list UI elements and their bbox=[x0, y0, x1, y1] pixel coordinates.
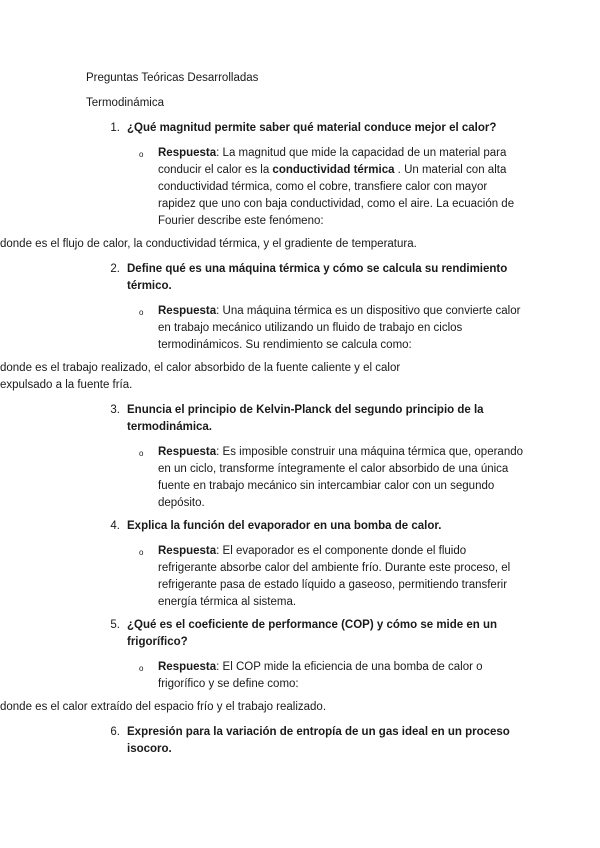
question-text: Define qué es una máquina térmica y cómo se calcula su rendimiento térmico. bbox=[127, 263, 508, 292]
answer-1 bbox=[86, 145, 526, 230]
answer-body-post: . Un material con alta conductividad térmica, como el cobre, transfiere calor con mayor rapidez que uno con baja conductividad, como el aire. La ecuación de Fourier describe este fenómeno: bbox=[158, 164, 515, 227]
question-number: 5. bbox=[110, 619, 120, 631]
answer-body: : El evaporador es el componente donde el fluido refrigerante absorbe calor del ambiente frío. Durante este proceso, el refrigerante pasa de estado líquido a gaseoso, permitiendo transferir energía térmica al sistema. bbox=[158, 545, 511, 608]
answer-label: Respuesta bbox=[158, 147, 217, 159]
answer-text bbox=[158, 303, 526, 354]
bullet-icon: o bbox=[139, 308, 144, 317]
answer-note-1: donde es el flujo de calor, la conductividad térmica, y el gradiente de temperatura. bbox=[0, 238, 417, 250]
answer-5 bbox=[86, 659, 526, 693]
answer-body: : El COP mide la eficiencia de una bomba de calor o frigorífico y se define como: bbox=[158, 661, 483, 690]
answer-note-5: donde es el calor extraído del espacio frío y el trabajo realizado. bbox=[0, 701, 327, 713]
answer-text bbox=[158, 444, 526, 512]
answer-3 bbox=[86, 444, 526, 512]
section-heading: Termodinámica bbox=[86, 97, 164, 109]
question-4 bbox=[86, 518, 526, 535]
question-number: 2. bbox=[110, 263, 120, 275]
question-number: 3. bbox=[110, 404, 120, 416]
question-number: 1. bbox=[110, 122, 120, 134]
question-text: ¿Qué es el coeficiente de performance (COP) y cómo se mide en un frigorífico? bbox=[127, 619, 498, 648]
answer-body-strong: conductividad térmica bbox=[272, 164, 395, 176]
answer-body: : Una máquina térmica es un dispositivo que convierte calor en trabajo mecánico utilizando un fluido de trabajo en ciclos termodinámicos. Su rendimiento se calcula como: bbox=[158, 305, 521, 351]
answer-4 bbox=[86, 543, 526, 611]
answer-text bbox=[158, 145, 526, 230]
answer-label: Respuesta bbox=[158, 545, 217, 557]
answer-note-2: donde es el trabajo realizado, el calor absorbido de la fuente caliente y el calor expulsado a la fuente fría. bbox=[0, 362, 401, 391]
document-title: Preguntas Teóricas Desarrolladas bbox=[86, 72, 259, 84]
question-text: ¿Qué magnitud permite saber qué material conduce mejor el calor? bbox=[127, 122, 497, 134]
question-number: 6. bbox=[110, 726, 120, 738]
question-text: Explica la función del evaporador en una bomba de calor. bbox=[127, 520, 442, 532]
question-2 bbox=[86, 261, 526, 295]
document-page bbox=[0, 70, 526, 764]
answer-label: Respuesta bbox=[158, 661, 217, 673]
question-number: 4. bbox=[110, 520, 120, 532]
question-text: Expresión para la variación de entropía de un gas ideal en un proceso isocoro. bbox=[127, 726, 510, 755]
bullet-icon: o bbox=[139, 664, 144, 673]
answer-label: Respuesta bbox=[158, 446, 217, 458]
question-3 bbox=[86, 402, 526, 436]
bullet-icon: o bbox=[139, 449, 144, 458]
question-text: Enuncia el principio de Kelvin-Planck del segundo principio de la termodinámica. bbox=[127, 404, 484, 433]
answer-2 bbox=[86, 303, 526, 354]
answer-text bbox=[158, 543, 526, 611]
bullet-icon: o bbox=[139, 548, 144, 557]
bullet-icon: o bbox=[139, 150, 144, 159]
answer-text bbox=[158, 659, 526, 693]
question-1 bbox=[86, 120, 526, 137]
answer-body: : Es imposible construir una máquina térmica que, operando en un ciclo, transforme íntegramente el calor absorbido de una única fuente en trabajo mecánico sin intercambiar calor con un segundo depósito. bbox=[158, 446, 524, 509]
question-6 bbox=[86, 724, 526, 758]
answer-label: Respuesta bbox=[158, 305, 217, 317]
question-5 bbox=[86, 617, 526, 651]
answer-body-pre: : La magnitud que mide la capacidad de un material para conducir el calor es la bbox=[158, 147, 507, 176]
